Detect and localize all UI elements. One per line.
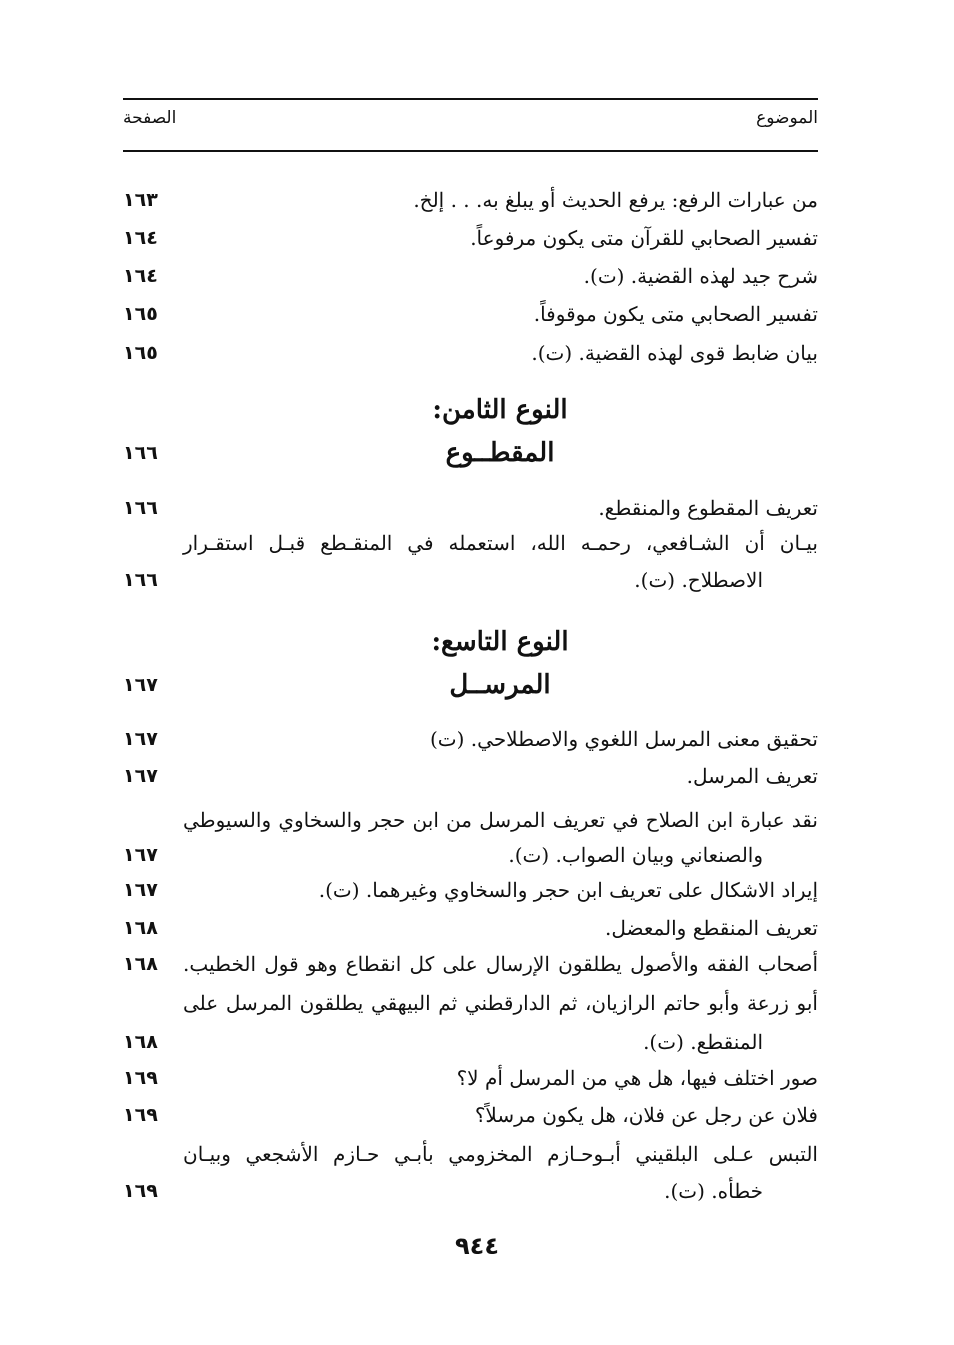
entry-page-number: ١٦٨ [123,1031,158,1053]
entry-page-number: ١٦٩ [123,1067,158,1089]
page-number-cell [123,560,168,600]
toc-entry [123,180,818,220]
section-heading: النوع التاسع: [431,627,569,657]
top-rule [123,98,818,100]
page-number-cell [123,333,168,373]
page-number-cell [123,488,168,528]
toc-entry [123,908,818,948]
entry-page-number: ١٦٦ [123,442,158,464]
entry-page-number: ١٦٧ [123,765,158,787]
entry-text: التبس عـلى البلقيني أبـوحـازم المخزومي بأبـي حـازم الأشجعي وبيـان [183,1142,818,1166]
page-number-cell [123,908,168,948]
toc-entry [123,1134,818,1174]
toc-entry [123,944,818,984]
toc-entry [123,256,818,296]
toc-entry [123,218,818,258]
page-number-cell [123,180,168,220]
toc-entry [123,488,818,528]
entry-page-number: ١٦٦ [123,569,158,591]
entry-page-number: ١٦٧ [123,879,158,901]
page-number-cell [123,944,168,984]
entry-text: أبو زرعة وأبو حاتم الرازيان، ثم الدارقطني ثم البيهقي يطلقون المرسل على [183,991,818,1015]
entry-text: بيان ضابط قوى لهذه القضية. (ت). [531,341,818,365]
entry-text: تفسير الصحابي متى يكون موقوفاً. [533,302,818,326]
toc-entry [123,1171,818,1211]
page-number-cell [123,218,168,258]
subject-column-header: الموضوع [756,108,818,128]
entry-text: المنقطع. (ت). [643,1030,763,1054]
entry-page-number: ١٦٥ [123,342,158,364]
toc-entry [123,333,818,373]
entry-text: نقد عبارة ابن الصلاح في تعريف المرسل من ابن حجر والسخاوي والسيوطي [183,808,818,832]
page-number-cell [123,433,168,473]
page-number-cell [123,1022,168,1062]
toc-entry [123,1022,818,1062]
entry-page-number: ١٦٣ [123,189,158,211]
entry-page-number: ١٦٨ [123,953,158,975]
toc-entry [123,1058,818,1098]
toc-entry [123,800,818,840]
entry-page-number: ١٦٩ [123,1180,158,1202]
section-heading: النوع الثامن: [432,395,568,425]
toc-entry [123,560,818,600]
page-number: ٩٤٤ [455,1232,499,1260]
entry-page-number: ١٦٤ [123,265,158,287]
entry-page-number: ١٦٧ [123,674,158,696]
toc-entry [123,983,818,1023]
entry-text: فلان عن رجل عن فلان، هل يكون مرسلاً؟ [474,1103,818,1127]
toc-entry [123,523,818,563]
entry-page-number: ١٦٩ [123,1104,158,1126]
page-number-cell [123,756,168,796]
entry-text: شرح جيد لهذه القضية. (ت). [583,264,818,288]
entry-page-number: ١٦٤ [123,227,158,249]
entry-page-number: ١٦٥ [123,303,158,325]
entry-text: إيراد الاشكال على تعريف ابن حجر والسخاوي وغيرهما. (ت). [318,878,818,902]
entry-text: أصحاب الفقه والأصول يطلقون الإرسال على كل انقطاع وهو قول الخطيب. [183,952,818,976]
entry-text: تفسير الصحابي للقرآن متى يكون مرفوعاً. [470,226,818,250]
toc-entry [123,1095,818,1135]
entry-text: بيـان أن الشـافعي، رحمـه الله، استعمله في المنقـطع قبـل استقـرار [183,531,818,555]
page-number-cell [123,1171,168,1211]
header-rule [123,150,818,152]
section-heading: المرســل [449,670,551,700]
page-column-header: الصفحة [123,108,177,128]
toc-entry [123,870,818,910]
page-number-cell [123,294,168,334]
page-number-cell [123,665,168,705]
page-number-cell [123,719,168,759]
toc-entry [123,719,818,759]
page-number-cell [123,870,168,910]
entry-page-number: ١٦٦ [123,497,158,519]
entry-text: تعريف المرسل. [686,764,818,788]
entry-text: تحقيق معنى المرسل اللغوي والاصطلاحي. (ت) [430,727,818,751]
entry-text: والصنعاني وبيان الصواب. (ت). [508,843,763,867]
toc-entry [123,835,818,875]
entry-page-number: ١٦٧ [123,844,158,866]
entry-page-number: ١٦٨ [123,917,158,939]
entry-text: تعريف المقطوع والمنقطع. [598,496,818,520]
entry-page-number: ١٦٧ [123,728,158,750]
entry-text: صور اختلف فيها، هل هي من المرسل أم لا؟ [456,1066,818,1090]
toc-entry [123,756,818,796]
entry-text: تعريف المنقطع والمعضل. [604,916,818,940]
page-number-cell [123,835,168,875]
entry-text: من عبارات الرفع: يرفع الحديث أو يبلغ به. . . إلخ. [413,188,818,212]
section-heading: المقطــوع [445,438,555,468]
page-number-cell [123,1058,168,1098]
toc-entry [123,294,818,334]
entry-text: خطأه. (ت). [664,1179,763,1203]
page-number-cell [123,256,168,296]
entry-text: الاصطلاح. (ت). [634,568,763,592]
page-number-cell [123,1095,168,1135]
